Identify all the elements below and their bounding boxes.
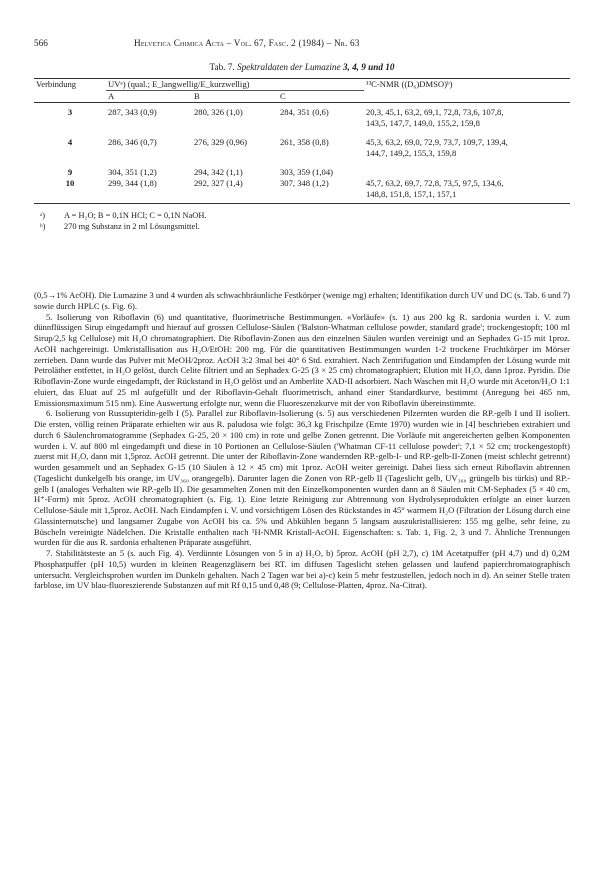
- page: [34, 38, 570, 232]
- table-footnotes: [34, 210, 570, 232]
- footnote-text: A = H₂O; B = 0,1N HCl; C = 0,1N NaOH.: [64, 211, 207, 220]
- nmr-line: 144,7, 149,2, 155,3, 159,8: [366, 148, 457, 158]
- subheader-a: A: [106, 91, 192, 103]
- compound-number: 4: [67, 137, 73, 147]
- table-row: [34, 137, 570, 159]
- paragraph-section-5: 5. Isolierung von Riboflavin (6) und quantitative, fluorimetrische Bestimmungen. «Vorläufe» (s. 1) aus 200 kg R. sardonia wurden i. V. zum dünnflüssigen Sirup eingedampft und hierauf auf grossen Cellulose-Säulen ('Balston-Whatman cellulose powder, standard grade'; trockengestopft; 100 ml Sirup/2,5 kg Cellulose) mit H₂O chromatographiert. Die Riboflavin-Zonen aus den einzelnen Säulen wurden vereinigt und an Sephadex G-15 mit 1proz. AcOH nachgereinigt. Umkristallisation aus H₂O/EtOH: 200 mg. Für die quantitativen Bestimmungen wurden 1-2 trockene Fruchtkörper im Mörser zerrieben. Dann wurde das Pulver mit MeOH/2proz. AcOH 3:2 3mal bei 40° 6 Std. extrahiert. Nach Zentrifugation und Eindampfen der Lösung wurde mit Petroläther entfettet, in H₂O gelöst, durch Celite filtriert und an Sephadex G-25 (3 × 25 cm) chromatographiert; Elution mit H₂O, dann 1proz. Pyridin. Die Riboflavin-Zone wurde eingedampft, der Rückstand in H₂O gelöst und an Amberlite XAD-II adsorbiert. Nach Waschen mit H₂O wurde mit Aceton/H₂O 1:1 eluiert, das Eluat auf 25 ml aufgefüllt und der Riboflavin-Gehalt fluorimetrisch, anhand einer Standardkurve, bestimmt (Anregung bei 465 nm, Emissionsmaximum 515 nm). Eine Auswertung erfolgte nur, wenn die Fluoreszenzkurve mit der von Riboflavin übereinstimmte.: [34, 311, 570, 408]
- subheader-c: C: [278, 91, 364, 103]
- footnote-a: [40, 210, 570, 221]
- paragraph-section-7: 7. Stabilitätsteste an 5 (s. auch Fig. 4). Verdünnte Lösungen von 5 in a) H₂O, b) 5proz. AcOH (pH 2,7), c) 1M Acetatpuffer (pH 4,7) und d) 0,2M Phosphatpuffer (pH 10,5) wurden in kleinen Reagenzgläsern bei RT. im diffusen Tageslicht stehen gelassen und laufend papierchromatographisch untersucht. Vergleichsproben wurden im Dunkeln gehalten. Nach 2 Tagen war bei a)-c) kein 5 mehr festzustellen, jedoch noch in d). An seiner Stelle traten farblose, im UV blau-fluoreszierende Substanzen auf mit Rf 0,15 und 0,48 (9; Cellulose-Platten, 4proz. Na-Citrat).: [34, 548, 570, 591]
- table-caption: [34, 62, 570, 76]
- header-uv: UVᵃ) (qual.; E_langwellig/E_kurzwellig): [106, 79, 364, 91]
- uv-c: 303, 359 (1,04): [280, 167, 333, 177]
- caption-compounds: 3, 4, 9 und 10: [342, 62, 395, 72]
- table-subheader-row: [34, 91, 570, 103]
- paragraph-continuation: (0,5→1% AcOH). Die Lumazine 3 und 4 wurden als schwachbräunliche Festkörper (wenige mg) erhalten; Identifikation durch UV und DC (s. Tab. 6 und 7) sowie durch HPLC (s. Fig. 6).: [34, 290, 570, 311]
- uv-a: 287, 343 (0,9): [108, 107, 157, 117]
- uv-a: 286, 346 (0,7): [108, 137, 157, 147]
- nmr-line: 45,7, 63,2, 69,7, 72,8, 73,5, 97,5, 134,6,: [366, 178, 504, 188]
- uv-c: 261, 358 (0,8): [280, 137, 329, 147]
- compound-number: 9: [67, 167, 73, 177]
- nmr-line: 148,8, 151,8, 157,1, 157,1: [366, 189, 457, 199]
- compound-number: 3: [67, 107, 73, 117]
- body-text: [34, 290, 570, 591]
- table-header-row: [34, 79, 570, 91]
- uv-a: 299, 344 (1,8): [106, 178, 192, 204]
- caption-title: Spektraldaten der Lumazine: [236, 62, 341, 72]
- nmr-values: [364, 107, 570, 129]
- caption-prefix: Tab. 7.: [209, 62, 235, 72]
- uv-c: 307, 348 (1,2): [278, 178, 364, 204]
- subheader-b: B: [192, 91, 278, 103]
- nmr-line: 45,3, 63,2, 69,0, 72,9, 73,7, 109,7, 139,4,: [366, 137, 508, 147]
- running-head-title: Helvetica Chimica Acta – Vol. 67, Fasc. 2 (1984) – Nr. 63: [134, 38, 360, 48]
- nmr-values: [364, 178, 570, 204]
- table-row: [34, 167, 570, 178]
- header-nmr: ¹³C-NMR ((D₆)DMSO)ᵇ): [364, 79, 570, 91]
- header-compound: Verbindung: [34, 79, 106, 91]
- compound-number: 10: [34, 178, 106, 204]
- uv-c: 284, 351 (0,6): [280, 107, 329, 117]
- uv-b: 292, 327 (1,4): [192, 178, 278, 204]
- nmr-line: 143,5, 147,7, 149,0, 155,2, 159,8: [366, 118, 480, 128]
- uv-b: 276, 329 (0,96): [194, 137, 247, 147]
- nmr-values: [364, 137, 570, 159]
- uv-b: 280, 326 (1,0): [194, 107, 243, 117]
- nmr-line: 20,3, 45,1, 63,2, 69,1, 72,8, 73,6, 107,8,: [366, 107, 504, 117]
- table-row: [34, 178, 570, 204]
- uv-b: 294, 342 (1,1): [194, 167, 243, 177]
- paragraph-section-6: 6. Isolierung von Russupteridin-gelb I (5). Parallel zur Riboflavin-Isolierung (s. 5) aus verschiedenen Pilzernten wurden die RP.-gelb I und II isoliert. Die ersten, völlig reinen Präparate erhielten wir aus R. paludosa wie folgt: 36,3 kg Frischpilze (Ernte 1970) wurden wie in [4] beschrieben extrahiert und durch 6 Säulenchromatogramme (Sephadex G-25, 20 × 100 cm) in rote und gelbe Zonen getrennt. Die Vorläufe mit angereicherten gelben Komponenten wurden i. V. auf 800 ml eingedampft und diese in 10 Portionen an Cellulose-Säulen ('Whatman CF-11 cellulose powder'; 7,1 × 52 cm; trockengestopft) zuerst mit H₂O, dann mit 1,5proz. AcOH getrennt. Die unter der Riboflavin-Zone wandernden RP.-gelb-I- und RP.-gelb-II-Zonen (meist schlecht getrennt) wurden gesammelt und an Sephadex G-15 (10 Säulen à 12 × 45 cm) mit 1proz. AcOH weiter gereinigt. Dabei liess sich erneut Riboflavin abtrennen (Tageslicht dunkelgelb bis orange, im UV₃₆₀ orangegelb). Darunter lagen die Zonen von RP.-gelb II (Tageslicht gelb, UV₃₆₀ grüngelb bis türkis) und RP.-gelb I (analoges Verhalten wie RP.-gelb II). Die gesammelten Zonen mit den Einzelkomponenten wurden dann an 8 Säulen mit CM-Sephadex (5 × 40 cm, H⁺-Form) mit 5proz. AcOH chromatographiert (s. Fig. 1). Eine letzte Reinigung zur Abtrennung von Hydrolyseprodukten erfolgte an einer kurzen Cellulose-Säule mit 1,5proz. AcOH. Nach Eindampfen i. V. und vorsichtigem Lösen des Rückstandes in 45° warmem H₂O (Filtration der Lösung durch eine Glassinternutsche) und langsamer Zugabe von AcOH bis ca. 5% und Abkühlen begann 5 langsam auszukristallisieren: 155 mg gelbe, sehr feine, zu Büscheln vereinigte Nädelchen. Die Kristalle enthalten nach ¹H-NMR Kristall-AcOH. Eigenschaften: s. Tab. 1, Fig. 2, 3 und 7. Ähnliche Trennungen wurden für die aus R. sardonia erhaltenen Präparate ausgeführt.: [34, 408, 570, 548]
- footnote-mark: ᵇ): [40, 222, 46, 231]
- table-row: [34, 107, 570, 129]
- nmr-values: [364, 167, 570, 178]
- running-header: [34, 38, 570, 52]
- footnote-mark: ᵃ): [40, 211, 46, 220]
- page-number: 566: [34, 38, 48, 48]
- footnote-text: 270 mg Substanz in 2 ml Lösungsmittel.: [64, 222, 200, 231]
- footnote-b: [40, 221, 570, 232]
- uv-a: 304, 351 (1,2): [108, 167, 157, 177]
- spectral-data-table: [34, 78, 570, 204]
